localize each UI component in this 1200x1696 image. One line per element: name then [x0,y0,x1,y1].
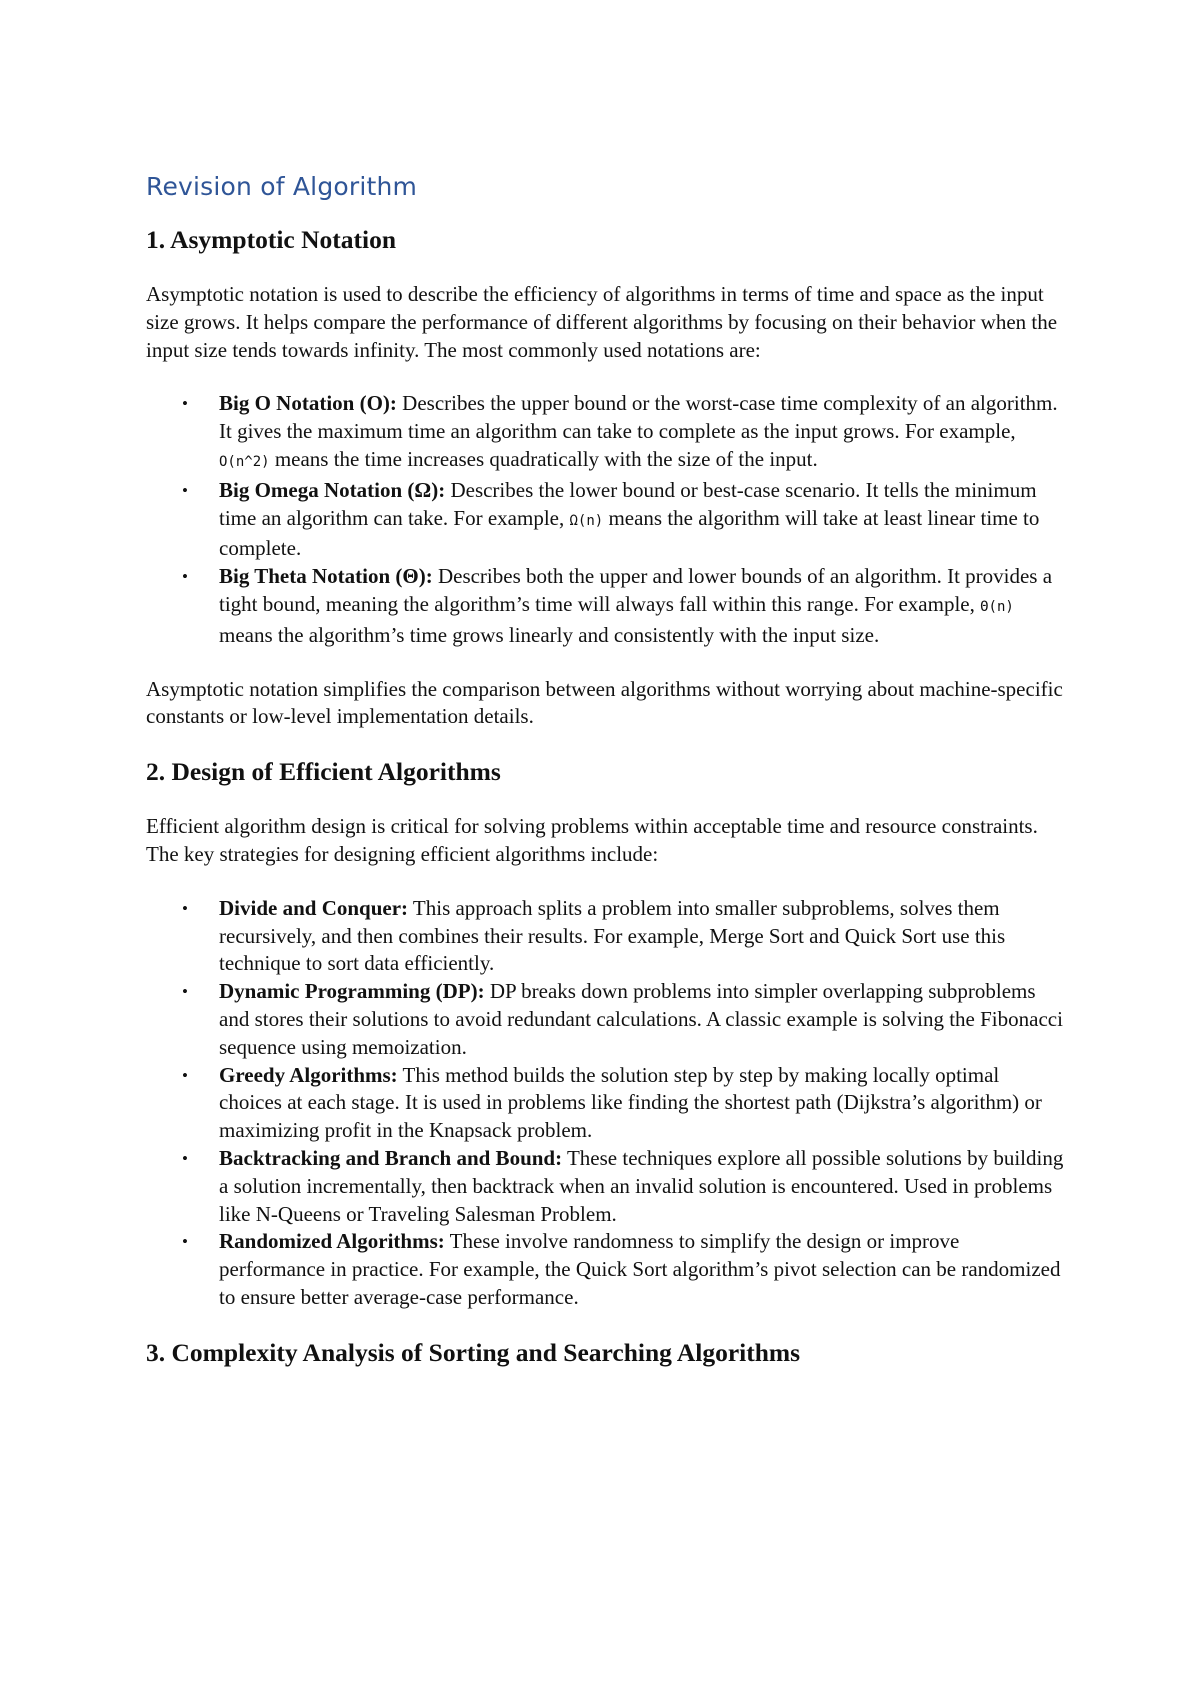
list-item-backtracking [146,1145,1066,1228]
bullet-icon: • [182,982,188,1002]
document-page [146,172,1066,1394]
list-item-text: means the algorithm’s time grows linearly and consistently with the input size. [219,622,880,647]
bullet-icon: • [182,898,188,918]
inline-code: Θ(n) [980,598,1014,615]
section-intro: Asymptotic notation is used to describe the efficiency of algorithms in terms of time and space as the input size grows. It helps compare the performance of different algorithms by focusing on their behavior when the input size tends towards infinity. The most commonly used notations are: [146,282,1058,362]
list-item-term: Big Theta Notation (Θ): [219,564,433,589]
list-item-text: Describes both the upper and lower bounds of an algorithm. It provides a tight bound, meaning the algorithm’s time will always fall within this range. For example, [219,564,1053,616]
list-item-term: Big Omega Notation (Ω): [219,477,446,502]
list-item-term: Greedy Algorithms: [219,1062,398,1087]
list-item-text: Describes the lower bound or best-case scenario. It tells the minimum time an algorithm can take. For example, [219,477,1037,530]
inline-code: Ω(n) [569,512,604,529]
section-efficient-algorithms [146,757,1066,1312]
list-item-text: These techniques explore all possible solutions by building a solution incrementally, then backtrack when an invalid solution is encountered. Used in problems like N-Queens or Traveling Salesman Problem. [219,1145,1064,1226]
list-item-term: Backtracking and Branch and Bound: [219,1145,563,1170]
list-item-dynamic-programming [146,978,1066,1061]
section-intro: Efficient algorithm design is critical for solving problems within acceptable time and resource constraints. The key strategies for designing efficient algorithms include: [146,814,1038,866]
list-item-divide-and-conquer [146,895,1066,978]
bullet-icon: • [182,1065,188,1085]
bullet-icon: • [182,480,188,500]
section-heading: 2. Design of Efficient Algorithms [146,757,501,787]
list-item-text: This method builds the solution step by step by making locally optimal choices at each stage. It is used in problems like finding the shortest path (Dijkstra’s algorithm) or maximizing profit in the Knapsack problem. [219,1062,1042,1143]
document-title: Revision of Algorithm [146,172,418,201]
list-item-big-theta [146,563,1066,649]
list-item-text: Describes the upper bound or the worst-case time complexity of an algorithm. It gives the maximum time an algorithm can take to complete as the input grows. For example, [219,391,1058,444]
list-item-term: Randomized Algorithms: [219,1229,445,1254]
bullet-icon: • [182,394,188,414]
bullet-icon: • [182,567,188,587]
list-item-text: DP breaks down problems into simpler overlapping subproblems and stores their solutions to avoid redundant calculations. A classic example is solving the Fibonacci sequence using memoization. [219,979,1063,1059]
list-item-greedy-algorithms [146,1062,1066,1145]
bullet-list [146,390,1066,649]
list-item-text: means the algorithm will take at least linear time to complete. [219,505,1040,561]
list-item-term: Big O Notation (O): [219,391,397,416]
section-heading: 3. Complexity Analysis of Sorting and Searching Algorithms [146,1337,801,1367]
section-outro: Asymptotic notation simplifies the comparison between algorithms without worrying about machine-specific constants or low-level implementation details. [146,676,1063,729]
list-item-term: Divide and Conquer: [219,895,409,920]
bullet-icon: • [182,1148,188,1168]
list-item-term: Dynamic Programming (DP): [219,979,485,1004]
list-item-big-o [146,390,1066,476]
inline-code: O(n^2) [219,453,270,470]
section-asymptotic-notation [146,225,1066,731]
list-item-text: This approach splits a problem into smaller subproblems, solves them recursively, and then combines their results. For example, Merge Sort and Quick Sort use this technique to sort data efficiently. [219,895,1006,976]
section-complexity-analysis [146,1338,1066,1368]
bullet-list [146,895,1066,1312]
bullet-icon: • [182,1232,188,1252]
section-heading: 1. Asymptotic Notation [146,225,397,254]
list-item-text: These involve randomness to simplify the design or improve performance in practice. For example, the Quick Sort algorithm’s pivot selection can be randomized to ensure better average-case performance. [219,1229,1061,1309]
list-item-big-omega [146,477,1066,563]
list-item-text: means the time increases quadratically with the size of the input. [269,446,818,471]
list-item-randomized-algorithms [146,1228,1066,1311]
